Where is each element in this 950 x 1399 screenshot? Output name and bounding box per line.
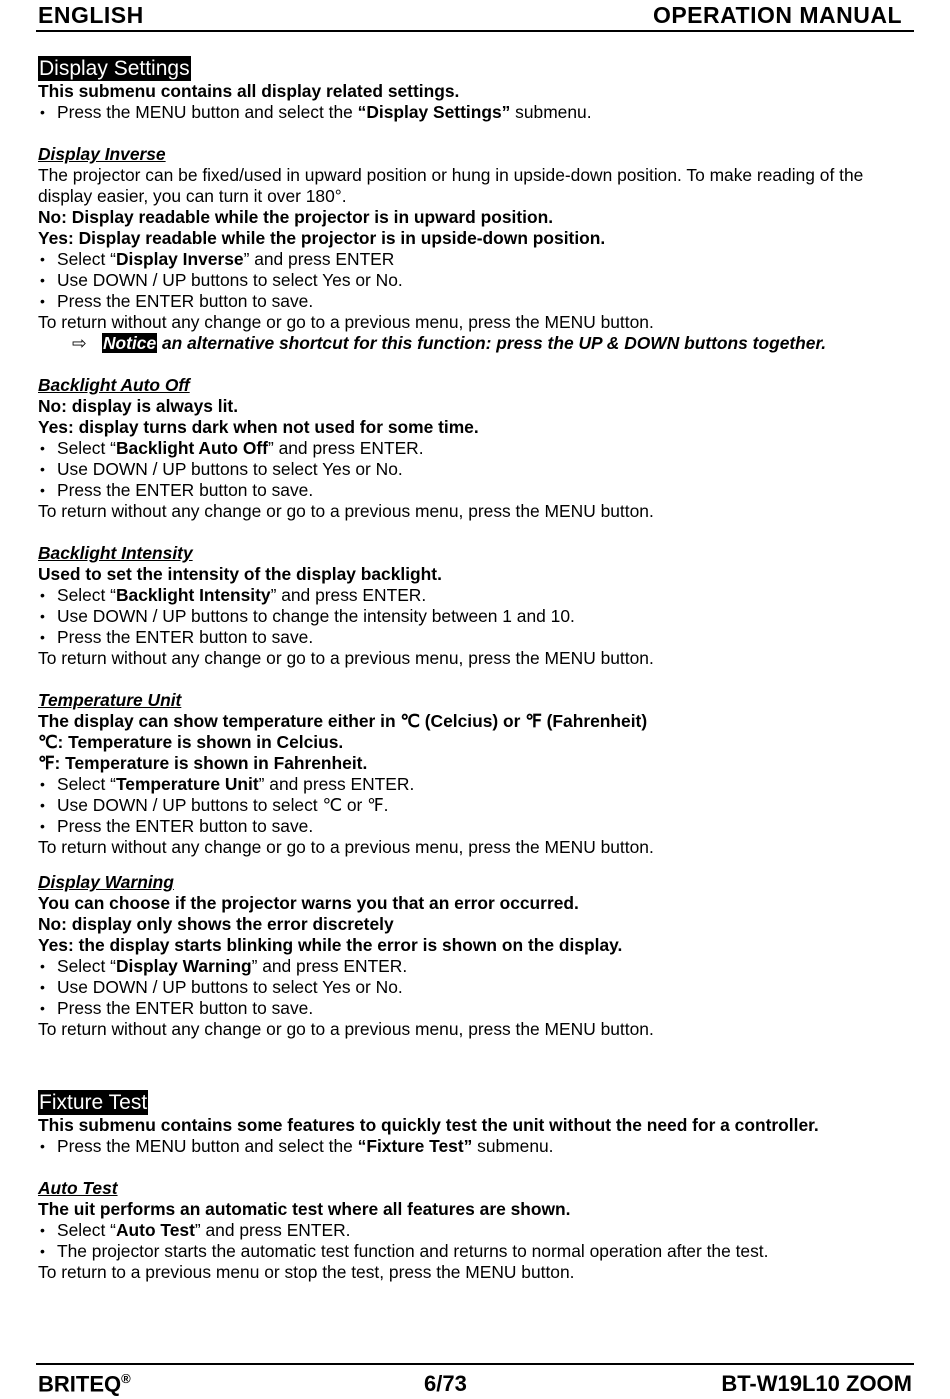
step-bold-text: Display Warning xyxy=(115,956,252,976)
section-title-display-settings: Display Settings xyxy=(39,57,190,80)
display-settings-section xyxy=(38,56,918,123)
temperature-unit-fahrenheit-option: ℉: Temperature is shown in Fahrenheit. xyxy=(38,753,368,773)
notice-tag: Notice xyxy=(103,333,157,353)
step-text: ” and press ENTER. xyxy=(194,1220,351,1240)
backlight-auto-off-step-3: • Press the ENTER button to save. xyxy=(38,480,918,501)
display-inverse-step-2: • Use DOWN / UP buttons to select Yes or No. xyxy=(38,270,918,291)
display-inverse-section xyxy=(38,144,918,354)
backlight-auto-off-return-note: To return without any change or go to a previous menu, press the MENU button. xyxy=(38,501,654,521)
auto-test-return-note: To return to a previous menu or stop the test, press the MENU button. xyxy=(38,1262,575,1282)
step-bold-text: Display Inverse xyxy=(115,249,244,269)
step-bold-text: Backlight Intensity xyxy=(115,585,271,605)
page-content xyxy=(38,56,918,1283)
step-text: Select “ xyxy=(57,774,116,794)
display-warning-step-1 xyxy=(38,956,918,977)
step-text: ” and press ENTER. xyxy=(267,438,424,458)
subsection-title-display-warning: Display Warning xyxy=(38,872,174,892)
backlight-auto-off-step-2: • Use DOWN / UP buttons to select Yes or No. xyxy=(38,459,918,480)
step-text: Select “ xyxy=(57,956,116,976)
subsection-title-backlight-intensity: Backlight Intensity xyxy=(38,543,193,563)
temperature-unit-step-1 xyxy=(38,774,918,795)
step-bold-text: Temperature Unit xyxy=(115,774,259,794)
brand-name: BRITEQ xyxy=(38,1371,122,1397)
fixture-test-section xyxy=(38,1090,918,1157)
notice-text: an alternative shortcut for this function: press the UP & DOWN buttons together. xyxy=(157,333,827,353)
subsection-title-display-inverse: Display Inverse xyxy=(38,144,166,164)
backlight-auto-off-yes-option: Yes: display turns dark when not used for some time. xyxy=(38,417,479,437)
temperature-unit-step-2: • Use DOWN / UP buttons to select ℃ or ℉. xyxy=(38,795,918,816)
auto-test-section xyxy=(38,1178,918,1283)
step-text: Select “ xyxy=(57,585,116,605)
display-inverse-step-1 xyxy=(38,249,918,270)
temperature-unit-description: The display can show temperature either in ℃ (Celcius) or ℉ (Fahrenheit) xyxy=(38,711,648,731)
display-warning-section xyxy=(38,872,918,1040)
backlight-intensity-step-3: • Press the ENTER button to save. xyxy=(38,627,918,648)
registered-mark: ® xyxy=(121,1371,131,1386)
fixture-test-menu-step xyxy=(38,1136,918,1157)
step-bold-text: Auto Test xyxy=(115,1220,195,1240)
step-text: Press the MENU button and select the xyxy=(57,1136,358,1156)
backlight-auto-off-step-1 xyxy=(38,438,918,459)
step-text: ” and press ENTER. xyxy=(251,956,408,976)
temperature-unit-step-3: • Press the ENTER button to save. xyxy=(38,816,918,837)
footer-brand xyxy=(38,1371,131,1397)
auto-test-description: The uit performs an automatic test where all features are shown. xyxy=(38,1199,571,1219)
header-language: ENGLISH xyxy=(38,2,144,28)
backlight-intensity-section xyxy=(38,543,918,669)
fixture-test-intro: This submenu contains some features to quickly test the unit without the need for a controller. xyxy=(38,1115,819,1135)
footer-page-number: 6/73 xyxy=(424,1371,467,1396)
display-settings-menu-step xyxy=(38,102,918,123)
display-warning-no-option: No: display only shows the error discretely xyxy=(38,914,394,934)
temperature-unit-return-note: To return without any change or go to a previous menu, press the MENU button. xyxy=(38,837,654,857)
auto-test-step-2: • The projector starts the automatic test function and returns to normal operation after the test. xyxy=(38,1241,918,1262)
step-text: Select “ xyxy=(57,1220,116,1240)
step-text: submenu. xyxy=(472,1136,554,1156)
display-inverse-step-3: • Press the ENTER button to save. xyxy=(38,291,918,312)
backlight-intensity-step-1 xyxy=(38,585,918,606)
auto-test-step-1 xyxy=(38,1220,918,1241)
display-inverse-return-note: To return without any change or go to a previous menu, press the MENU button. xyxy=(38,312,654,332)
step-text: Select “ xyxy=(57,438,116,458)
display-warning-return-note: To return without any change or go to a previous menu, press the MENU button. xyxy=(38,1019,654,1039)
header-doc-title: OPERATION MANUAL xyxy=(652,2,902,28)
display-warning-description: You can choose if the projector warns you that an error occurred. xyxy=(38,893,579,913)
temperature-unit-section xyxy=(38,690,918,858)
step-text: ” and press ENTER. xyxy=(270,585,427,605)
display-warning-yes-option: Yes: the display starts blinking while the error is shown on the display. xyxy=(38,935,623,955)
step-text: submenu. xyxy=(510,102,592,122)
subsection-title-backlight-auto-off: Backlight Auto Off xyxy=(38,375,190,395)
step-bold-text: “Fixture Test” xyxy=(357,1136,473,1156)
display-inverse-notice xyxy=(38,333,918,354)
display-inverse-description: The projector can be fixed/used in upward position or hung in upside-down position. To make reading of the display easier, you can turn it over 180°. xyxy=(38,165,864,206)
arrow-right-icon: ⇨ xyxy=(72,333,87,353)
display-settings-intro: This submenu contains all display related settings. xyxy=(38,81,460,101)
backlight-intensity-step-2: • Use DOWN / UP buttons to change the intensity between 1 and 10. xyxy=(38,606,918,627)
step-bold-text: Backlight Auto Off xyxy=(115,438,268,458)
backlight-intensity-return-note: To return without any change or go to a previous menu, press the MENU button. xyxy=(38,648,654,668)
step-bold-text: “Display Settings” xyxy=(357,102,511,122)
footer-model: BT-W19L10 ZOOM xyxy=(721,1371,912,1396)
backlight-intensity-description: Used to set the intensity of the display backlight. xyxy=(38,564,442,584)
page-header xyxy=(36,0,914,32)
backlight-auto-off-no-option: No: display is always lit. xyxy=(38,396,239,416)
subsection-title-temperature-unit: Temperature Unit xyxy=(38,690,182,710)
section-title-fixture-test: Fixture Test xyxy=(39,1091,148,1114)
backlight-auto-off-section xyxy=(38,375,918,522)
display-warning-step-2: • Use DOWN / UP buttons to select Yes or No. xyxy=(38,977,918,998)
display-warning-step-3: • Press the ENTER button to save. xyxy=(38,998,918,1019)
display-inverse-yes-option: Yes: Display readable while the projector is in upside-down position. xyxy=(38,228,606,248)
step-text: ” and press ENTER. xyxy=(258,774,415,794)
temperature-unit-celcius-option: ℃: Temperature is shown in Celcius. xyxy=(38,732,344,752)
display-inverse-no-option: No: Display readable while the projector is in upward position. xyxy=(38,207,554,227)
page-footer xyxy=(36,1363,914,1399)
step-text: Press the MENU button and select the xyxy=(57,102,358,122)
subsection-title-auto-test: Auto Test xyxy=(38,1178,118,1198)
step-text: Select “ xyxy=(57,249,116,269)
step-text: ” and press ENTER xyxy=(243,249,395,269)
